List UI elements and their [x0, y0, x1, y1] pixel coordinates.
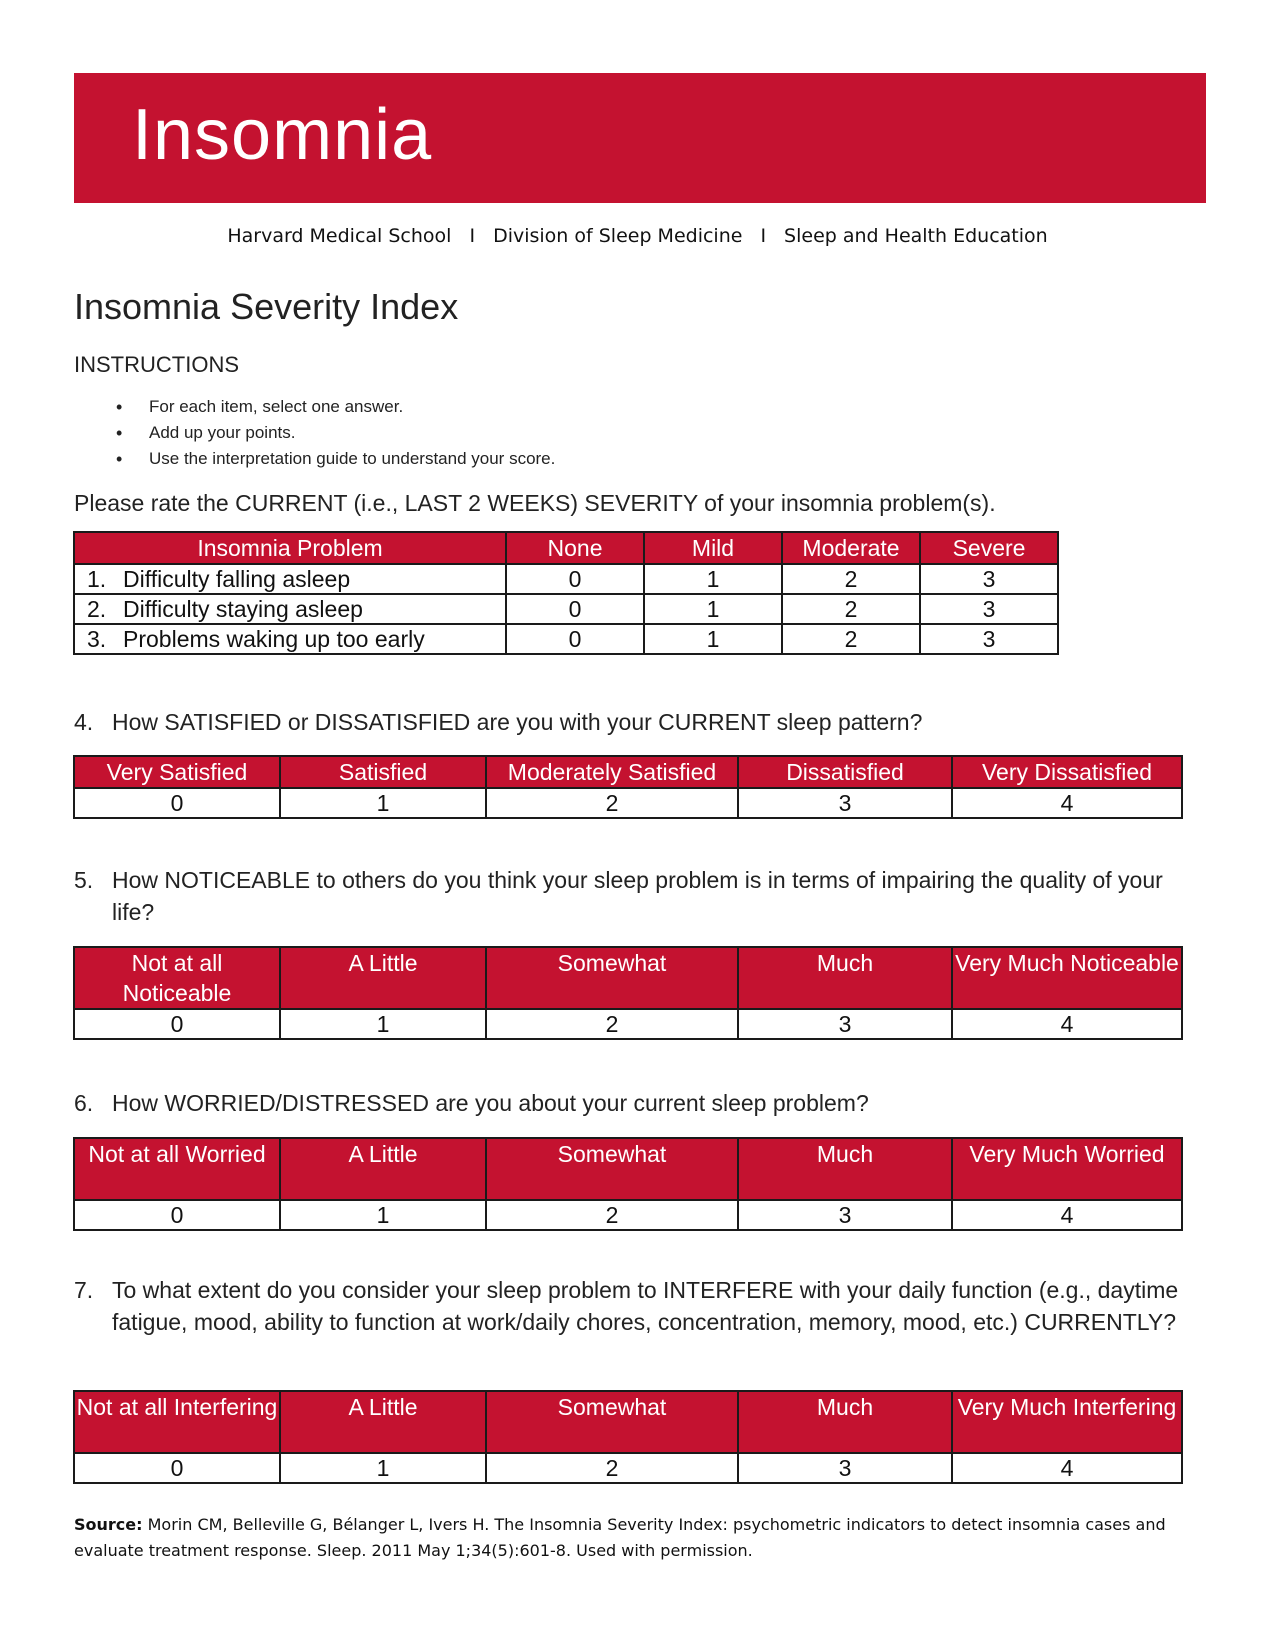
affiliation-separator: I	[760, 225, 767, 247]
score-option[interactable]: 2	[782, 564, 920, 594]
column-header: Much	[738, 947, 952, 1009]
column-header: Moderately Satisfied	[486, 756, 738, 788]
question-number: 4.	[74, 709, 94, 735]
table-row	[74, 564, 1058, 594]
score-option[interactable]: 2	[486, 1200, 738, 1230]
affiliation-line	[0, 225, 1275, 247]
score-option[interactable]: 1	[280, 1453, 486, 1483]
instructions-heading: INSTRUCTIONS	[74, 352, 239, 377]
source-text: Morin CM, Belleville G, Bélanger L, Ivers H. The Insomnia Severity Index: psychometric indicators to detect insomnia cases and evaluate treatment response. Sleep. 2011 May 1;34(5):601-8. Used with permission.	[74, 1515, 1166, 1560]
insomnia-problem-table	[73, 531, 1059, 655]
interfere-table	[73, 1390, 1183, 1484]
table-header-row	[74, 1138, 1182, 1200]
score-option[interactable]: 2	[486, 1009, 738, 1039]
column-header: Very Much Worried	[952, 1138, 1182, 1200]
instruction-item: • For each item, select one answer.	[74, 394, 555, 420]
question-6	[74, 1087, 1194, 1119]
score-option[interactable]: 0	[74, 788, 280, 818]
score-option[interactable]: 1	[280, 788, 486, 818]
column-header: Not at all Noticeable	[74, 947, 280, 1009]
column-header: A Little	[280, 1138, 486, 1200]
table-header-row	[74, 756, 1182, 788]
score-option[interactable]: 4	[952, 1453, 1182, 1483]
score-option[interactable]: 2	[486, 1453, 738, 1483]
score-option[interactable]: 1	[280, 1200, 486, 1230]
score-option[interactable]: 0	[506, 624, 644, 654]
noticeable-table	[73, 946, 1183, 1040]
source-citation	[74, 1512, 1204, 1564]
problem-label: Difficulty staying asleep	[123, 596, 363, 622]
column-header: Insomnia Problem	[74, 532, 506, 564]
score-option[interactable]: 2	[782, 624, 920, 654]
score-option[interactable]: 4	[952, 788, 1182, 818]
column-header: Somewhat	[486, 1138, 738, 1200]
score-option[interactable]: 1	[280, 1009, 486, 1039]
affiliation-item: Sleep and Health Education	[784, 225, 1048, 247]
score-option[interactable]: 3	[738, 788, 952, 818]
score-option[interactable]: 3	[920, 564, 1058, 594]
column-header: None	[506, 532, 644, 564]
table-row	[74, 1009, 1182, 1039]
score-option[interactable]: 2	[782, 594, 920, 624]
page-title: Insomnia Severity Index	[74, 286, 459, 327]
column-header: Satisfied	[280, 756, 486, 788]
column-header: A Little	[280, 1391, 486, 1453]
score-option[interactable]: 3	[920, 594, 1058, 624]
column-header: A Little	[280, 947, 486, 1009]
item-number: 2.	[87, 596, 107, 622]
worried-table	[73, 1137, 1183, 1231]
score-option[interactable]: 0	[74, 1453, 280, 1483]
affiliation-item: Harvard Medical School	[227, 225, 452, 247]
score-option[interactable]: 4	[952, 1200, 1182, 1230]
score-option[interactable]: 4	[952, 1009, 1182, 1039]
table-row	[74, 624, 1058, 654]
column-header: Somewhat	[486, 947, 738, 1009]
score-option[interactable]: 3	[920, 624, 1058, 654]
column-header: Moderate	[782, 532, 920, 564]
column-header: Much	[738, 1138, 952, 1200]
problem-label-cell	[74, 564, 506, 594]
problem-label: Problems waking up too early	[123, 626, 425, 652]
table-row	[74, 1200, 1182, 1230]
question-number: 6.	[74, 1090, 94, 1116]
satisfaction-table	[73, 755, 1183, 819]
score-option[interactable]: 0	[74, 1200, 280, 1230]
score-option[interactable]: 1	[644, 624, 782, 654]
score-option[interactable]: 1	[644, 594, 782, 624]
column-header: Dissatisfied	[738, 756, 952, 788]
question-number: 7.	[74, 1277, 94, 1303]
score-option[interactable]: 3	[738, 1453, 952, 1483]
column-header: Mild	[644, 532, 782, 564]
question-7	[74, 1274, 1194, 1338]
column-header: Somewhat	[486, 1391, 738, 1453]
item-number: 3.	[87, 626, 107, 652]
score-option[interactable]: 3	[738, 1200, 952, 1230]
column-header: Very Much Interfering	[952, 1391, 1182, 1453]
problem-label: Difficulty falling asleep	[123, 566, 351, 592]
score-option[interactable]: 1	[644, 564, 782, 594]
score-option[interactable]: 3	[738, 1009, 952, 1039]
score-option[interactable]: 2	[486, 788, 738, 818]
question-5	[74, 864, 1194, 928]
column-header: Very Satisfied	[74, 756, 280, 788]
question-text: How SATISFIED or DISSATISFIED are you with your CURRENT sleep pattern?	[112, 709, 923, 735]
affiliation-item: Division of Sleep Medicine	[493, 225, 743, 247]
table-row	[74, 1453, 1182, 1483]
problem-label-cell	[74, 624, 506, 654]
question-4	[74, 706, 1194, 738]
column-header: Very Much Noticeable	[952, 947, 1182, 1009]
column-header: Very Dissatisfied	[952, 756, 1182, 788]
table-header-row	[74, 1391, 1182, 1453]
table-header-row	[74, 947, 1182, 1009]
problem-label-cell	[74, 594, 506, 624]
column-header: Not at all Interfering	[74, 1391, 280, 1453]
table-header-row	[74, 532, 1058, 564]
banner-title: Insomnia	[132, 95, 433, 175]
table-row	[74, 594, 1058, 624]
column-header: Severe	[920, 532, 1058, 564]
title-banner	[74, 73, 1206, 203]
item-number: 1.	[87, 566, 107, 592]
score-option[interactable]: 0	[506, 594, 644, 624]
score-option[interactable]: 0	[506, 564, 644, 594]
table-row	[74, 788, 1182, 818]
rating-prompt: Please rate the CURRENT (i.e., LAST 2 WEEKS) SEVERITY of your insomnia problem(s).	[74, 490, 996, 516]
question-text: How WORRIED/DISTRESSED are you about your current sleep problem?	[112, 1090, 869, 1116]
instructions-list	[74, 394, 555, 472]
instruction-item: • Add up your points.	[74, 420, 555, 446]
column-header: Not at all Worried	[74, 1138, 280, 1200]
source-label: Source:	[74, 1515, 143, 1534]
question-text: To what extent do you consider your sleep problem to INTERFERE with your daily function (e.g., daytime fatigue, mood, ability to function at work/daily chores, concentration, memory, mood, etc.) CURRENTLY?	[112, 1277, 1179, 1335]
question-text: How NOTICEABLE to others do you think your sleep problem is in terms of impairing the quality of your life?	[112, 867, 1163, 925]
column-header: Much	[738, 1391, 952, 1453]
question-number: 5.	[74, 867, 94, 893]
score-option[interactable]: 0	[74, 1009, 280, 1039]
affiliation-separator: I	[469, 225, 476, 247]
instruction-item: • Use the interpretation guide to understand your score.	[74, 446, 555, 472]
